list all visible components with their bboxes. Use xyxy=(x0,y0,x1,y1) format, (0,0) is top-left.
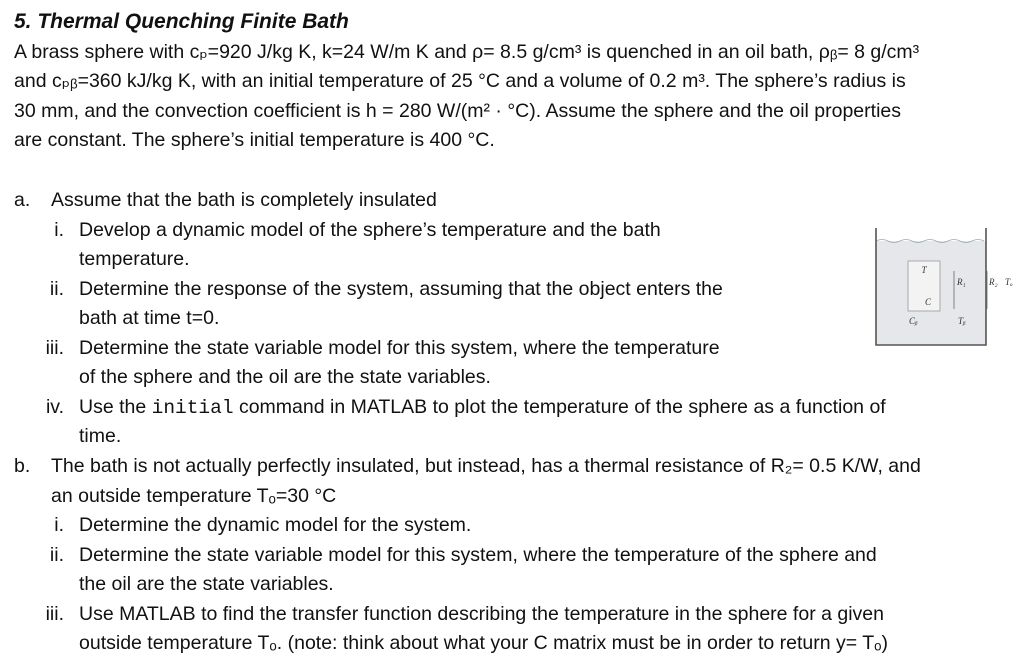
label-R2: R₂ xyxy=(989,277,998,287)
intro-line: and cₚᵦ=360 kJ/kg K, with an initial temperature of 25 °C and a volume of 0.2 m³. The sphere’s radius is xyxy=(14,70,906,93)
item-text: Determine the state variable model for this system, where the temperature xyxy=(79,337,720,359)
item-label: i. xyxy=(54,514,64,536)
bath-diagram xyxy=(866,223,1016,348)
label-T: T xyxy=(921,265,927,275)
item-label: i. xyxy=(54,219,64,241)
item-text: Determine the response of the system, assuming that the object enters the xyxy=(79,278,723,300)
item-text: time. xyxy=(79,425,122,447)
item-label: ii. xyxy=(49,544,64,566)
item-label: iii. xyxy=(45,337,64,359)
item-text: temperature. xyxy=(79,248,190,270)
problem-intro xyxy=(14,38,999,156)
part-b-text: The bath is not actually perfectly insulated, but instead, has a thermal resistance of R₂= 0.5 K/W, and xyxy=(51,455,921,477)
label-R1: R₁ xyxy=(957,277,966,287)
item-text: Use MATLAB to find the transfer function describing the temperature in the sphere for a given xyxy=(79,603,884,625)
part-a-label: a. xyxy=(14,189,31,211)
item-text: the oil are the state variables. xyxy=(79,573,334,595)
part-b-label: b. xyxy=(14,455,31,477)
intro-line: 30 mm, and the convection coefficient is h = 280 W/(m² · °C). Assume the sphere and the oil properties xyxy=(14,99,901,122)
label-Tb: Tᵦ xyxy=(958,316,966,326)
part-a-text: Assume that the bath is completely insulated xyxy=(51,189,437,211)
label-C: C xyxy=(924,297,932,307)
item-text-pre: Use the xyxy=(79,396,152,418)
problem-title: 5. Thermal Quenching Finite Bath xyxy=(14,10,349,33)
item-label: iv. xyxy=(45,396,64,418)
item-text: bath at time t=0. xyxy=(79,307,220,329)
matlab-command-code: initial xyxy=(151,397,234,419)
item-text: outside temperature Tₒ. (note: think about what your C matrix must be in order to return y= Tₒ) xyxy=(79,632,888,654)
part-b-text: an outside temperature Tₒ=30 °C xyxy=(51,485,337,507)
intro-line: are constant. The sphere’s initial temperature is 400 °C. xyxy=(14,129,495,152)
label-Cb: Cᵦ xyxy=(909,316,918,326)
item-text: Determine the dynamic model for the system. xyxy=(79,514,472,536)
item-label: ii. xyxy=(49,278,64,300)
item-label: iii. xyxy=(45,603,64,625)
intro-line: A brass sphere with cₚ=920 J/kg K, k=24 W/m K and ρ= 8.5 g/cm³ is quenched in an oil bath, ρᵦ= 8 g/cm³ xyxy=(14,41,920,63)
item-text: Determine the state variable model for this system, where the temperature of the sphere and xyxy=(79,544,877,566)
item-text-post: command in MATLAB to plot the temperature of the sphere as a function of xyxy=(233,396,886,418)
item-text xyxy=(79,396,886,419)
label-To: Tₒ xyxy=(1005,277,1013,287)
item-text: Develop a dynamic model of the sphere’s temperature and the bath xyxy=(79,219,661,241)
item-text: of the sphere and the oil are the state variables. xyxy=(79,366,491,388)
